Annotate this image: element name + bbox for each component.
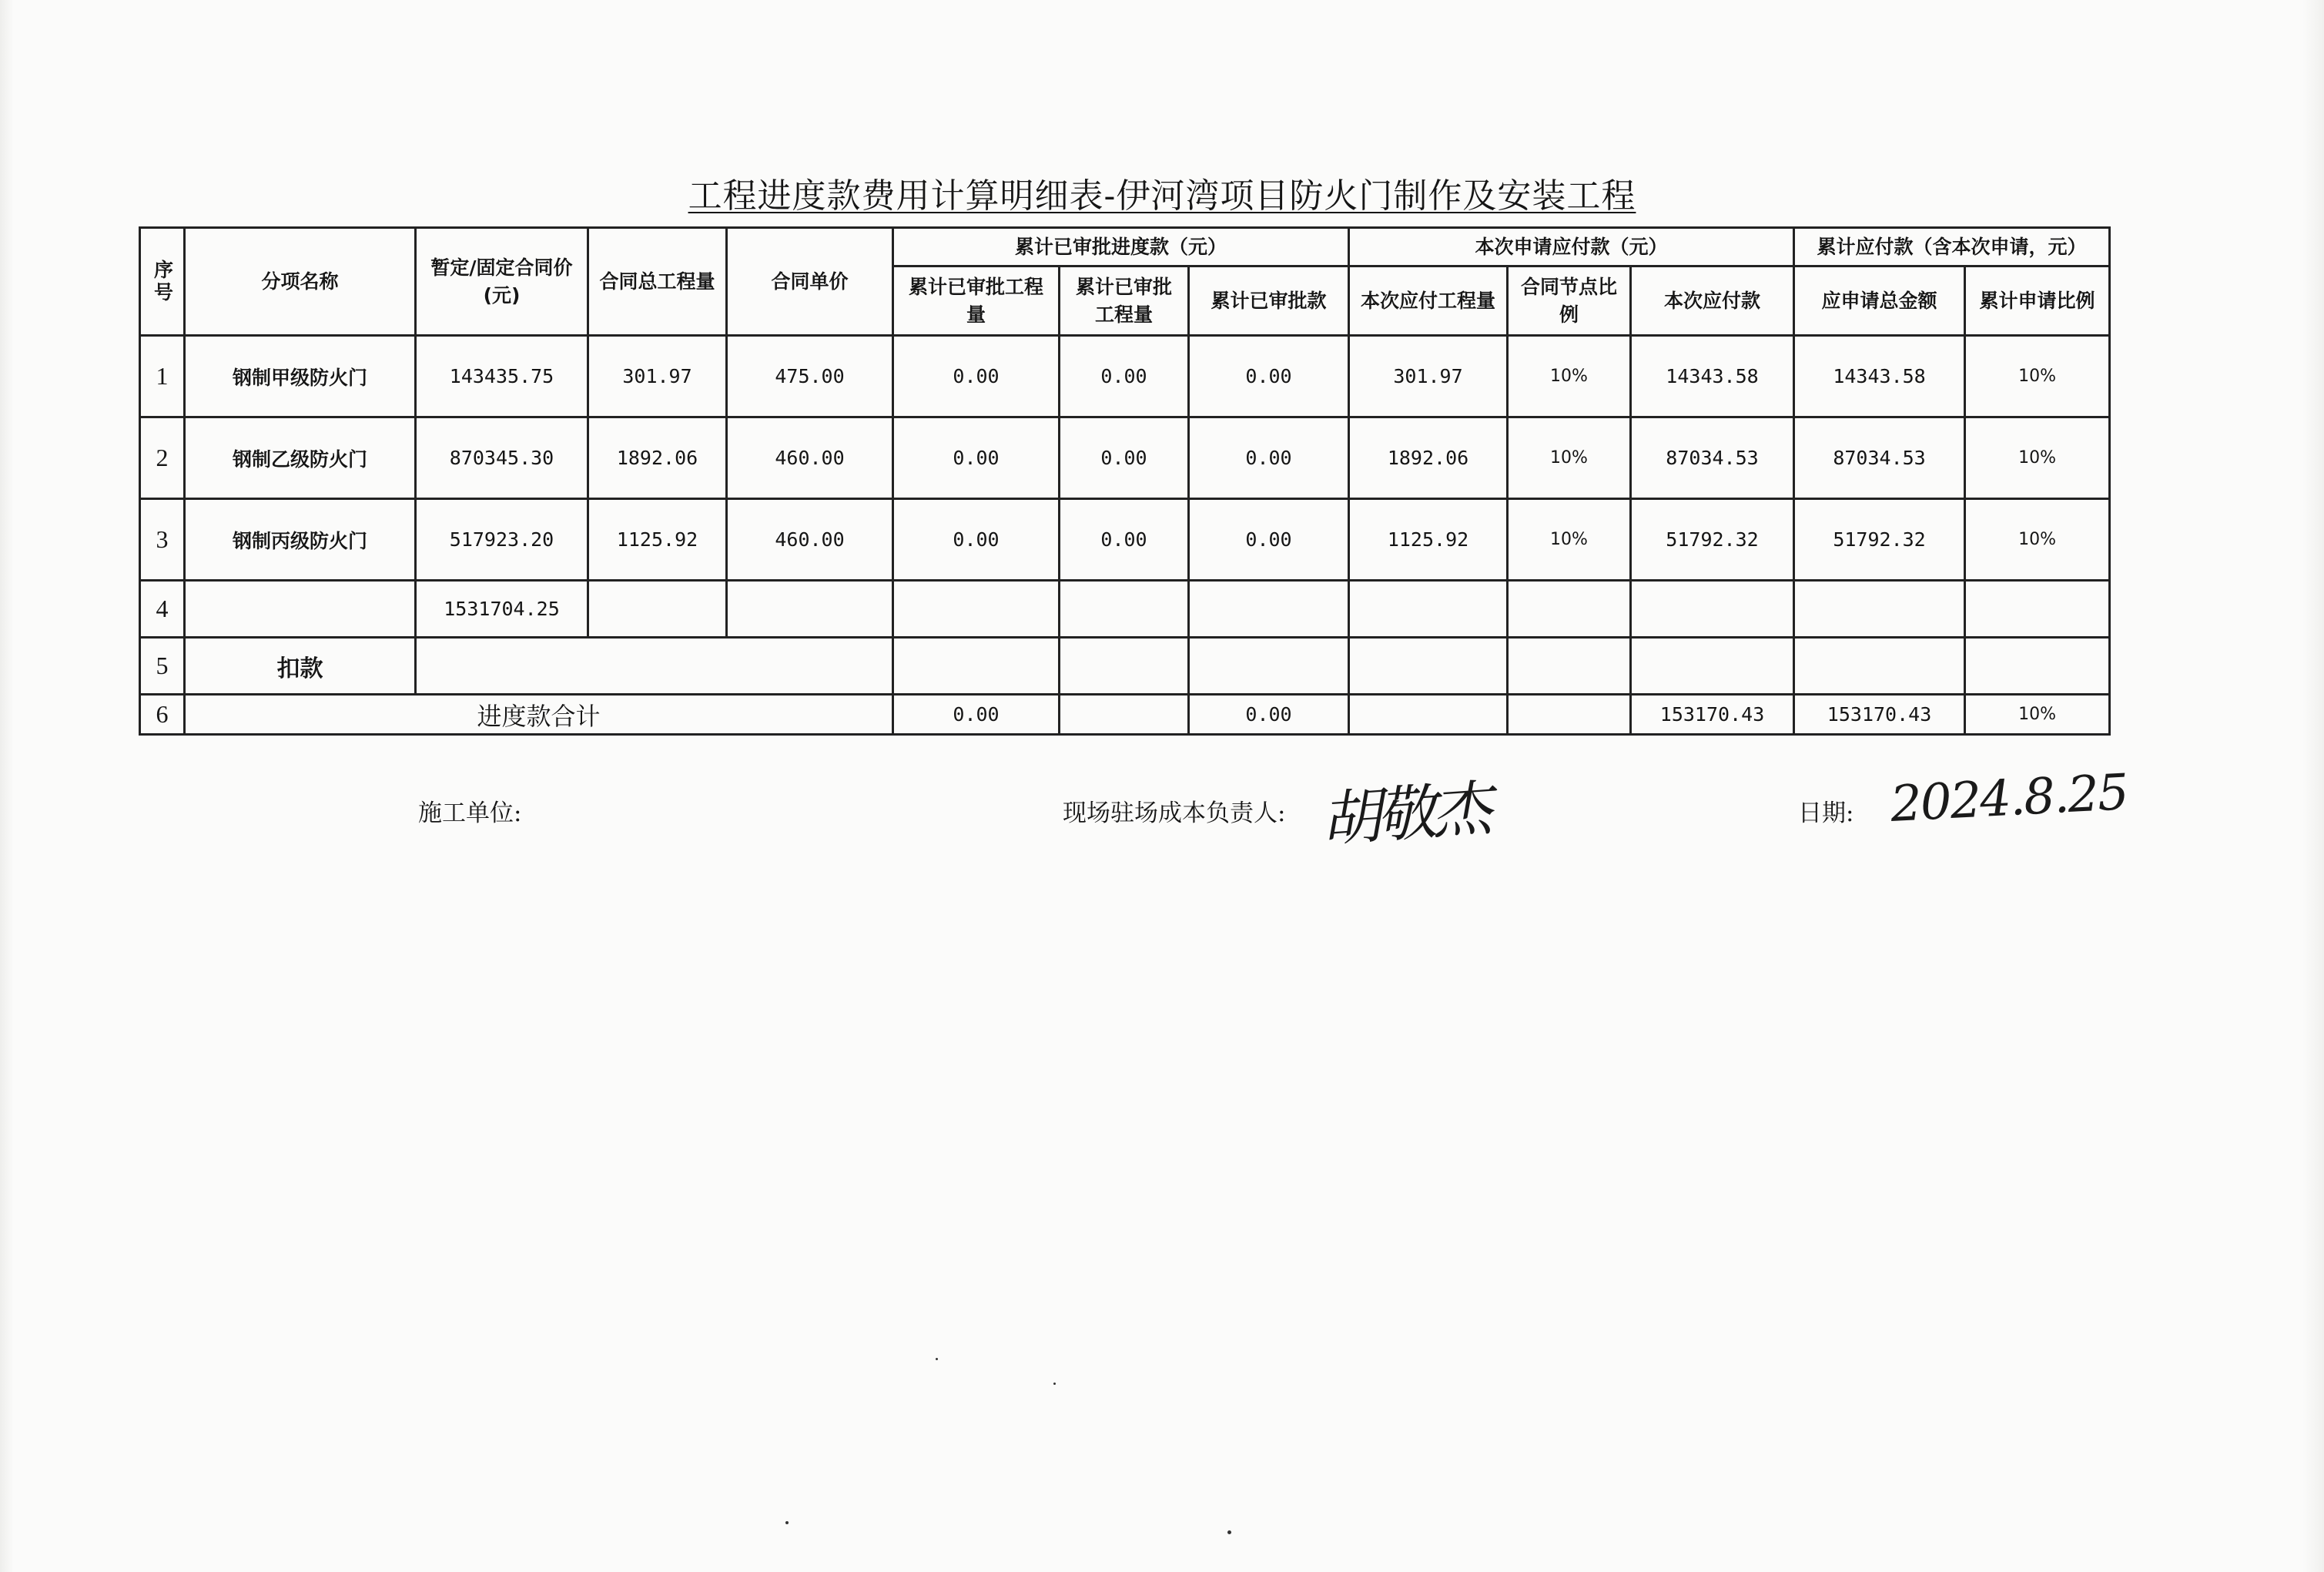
cell-contract-price: 517923.20 — [416, 499, 588, 581]
cell-empty — [893, 581, 1060, 638]
cell-approved-amount: 0.00 — [1189, 695, 1349, 735]
scan-speck — [785, 1521, 789, 1524]
cell-contract-price: 870345.30 — [416, 417, 588, 499]
cell-empty — [1631, 638, 1794, 695]
cell-current-qty: 1125.92 — [1349, 499, 1508, 581]
header-current-qty: 本次应付工程量 — [1349, 266, 1508, 336]
table-row — [140, 417, 2110, 499]
cell-deduction-label: 扣款 — [185, 638, 416, 695]
table-row — [140, 499, 2110, 581]
cell-apply-ratio: 10% — [1965, 499, 2110, 581]
cell-empty — [1508, 638, 1631, 695]
cell-approved-qty: 0.00 — [893, 336, 1060, 417]
header-approved-qty: 累计已审批工程量 — [893, 266, 1060, 336]
header-group-current: 本次申请应付款（元） — [1349, 228, 1794, 266]
header-approved-amount: 累计已审批款 — [1189, 266, 1349, 336]
construction-unit-label: 施工单位: — [418, 799, 522, 827]
table-row-subtotal — [140, 581, 2110, 638]
cell-empty — [1060, 581, 1189, 638]
cell-approved-amount: 0.00 — [1189, 417, 1349, 499]
header-current-amount: 本次应付款 — [1631, 266, 1794, 336]
cell-approved-qty: 0.00 — [893, 695, 1060, 735]
cell-current-qty: 301.97 — [1349, 336, 1508, 417]
header-item-name: 分项名称 — [185, 228, 416, 336]
progress-payment-table — [139, 226, 2111, 736]
cell-current-amount: 87034.53 — [1631, 417, 1794, 499]
cell-item-name: 钢制丙级防火门 — [185, 499, 416, 581]
header-node-ratio: 合同节点比例 — [1508, 266, 1631, 336]
cell-apply-total: 51792.32 — [1794, 499, 1965, 581]
header-seq: 序号 — [140, 228, 185, 336]
cell-seq: 4 — [140, 581, 185, 638]
cell-seq: 2 — [140, 417, 185, 499]
cell-empty — [1965, 638, 2110, 695]
cell-node-ratio: 10% — [1508, 417, 1631, 499]
header-group-cumulative: 累计应付款（含本次申请，元） — [1794, 228, 2110, 266]
cell-apply-ratio: 10% — [1965, 417, 2110, 499]
cell-current-amount: 153170.43 — [1631, 695, 1794, 735]
cell-empty — [1189, 638, 1349, 695]
table-row-total — [140, 695, 2110, 735]
cell-approved-qty-2: 0.00 — [1060, 336, 1189, 417]
cell-apply-total: 87034.53 — [1794, 417, 1965, 499]
cell-contract-price-total: 1531704.25 — [416, 581, 588, 638]
cell-node-ratio: 10% — [1508, 336, 1631, 417]
cell-item-name: 钢制乙级防火门 — [185, 417, 416, 499]
cell-total-qty: 1892.06 — [588, 417, 727, 499]
cell-total-qty: 301.97 — [588, 336, 727, 417]
date-label: 日期: — [1798, 799, 1854, 827]
cell-item-name: 钢制甲级防火门 — [185, 336, 416, 417]
cell-empty — [1349, 695, 1508, 735]
cell-approved-amount: 0.00 — [1189, 336, 1349, 417]
header-apply-ratio: 累计申请比例 — [1965, 266, 2110, 336]
cell-approved-qty: 0.00 — [893, 499, 1060, 581]
cell-empty — [1349, 581, 1508, 638]
cell-empty — [1965, 581, 2110, 638]
cell-unit-price: 475.00 — [727, 336, 893, 417]
cell-empty — [1508, 581, 1631, 638]
cell-current-qty: 1892.06 — [1349, 417, 1508, 499]
cell-empty — [588, 581, 727, 638]
table-row — [140, 336, 2110, 417]
cell-apply-ratio: 10% — [1965, 336, 2110, 417]
cell-approved-qty-2: 0.00 — [1060, 417, 1189, 499]
cell-empty — [1349, 638, 1508, 695]
cell-approved-amount: 0.00 — [1189, 499, 1349, 581]
cell-seq: 1 — [140, 336, 185, 417]
header-total-quantity: 合同总工程量 — [588, 228, 727, 336]
cell-current-amount: 14343.58 — [1631, 336, 1794, 417]
cell-empty — [893, 638, 1060, 695]
cell-seq: 3 — [140, 499, 185, 581]
cell-empty — [1794, 581, 1965, 638]
handwritten-signature: 胡敬杰 — [1318, 774, 1490, 856]
cell-total-label: 进度款合计 — [185, 695, 893, 735]
header-apply-total: 应申请总金额 — [1794, 266, 1965, 336]
cell-apply-total: 14343.58 — [1794, 336, 1965, 417]
header-contract-price: 暂定/固定合同价(元) — [416, 228, 588, 336]
cell-total-qty: 1125.92 — [588, 499, 727, 581]
cell-apply-ratio: 10% — [1965, 695, 2110, 735]
cell-empty — [1794, 638, 1965, 695]
cell-apply-total: 153170.43 — [1794, 695, 1965, 735]
scan-speck — [1227, 1530, 1231, 1534]
cell-empty — [1189, 581, 1349, 638]
cost-person-label: 现场驻场成本负责人: — [1063, 799, 1286, 827]
cell-approved-qty: 0.00 — [893, 417, 1060, 499]
cell-empty — [1631, 581, 1794, 638]
cell-node-ratio: 10% — [1508, 499, 1631, 581]
cell-contract-price: 143435.75 — [416, 336, 588, 417]
cell-unit-price: 460.00 — [727, 417, 893, 499]
cell-unit-price: 460.00 — [727, 499, 893, 581]
header-row-1 — [140, 228, 2110, 266]
table-row-deduction — [140, 638, 2110, 695]
cell-empty — [416, 638, 893, 695]
cell-current-amount: 51792.32 — [1631, 499, 1794, 581]
scan-speck — [1053, 1383, 1056, 1385]
cell-seq: 5 — [140, 638, 185, 695]
page-title: 工程进度款费用计算明细表-伊河湾项目防火门制作及安装工程 — [688, 176, 1636, 216]
header-unit-price: 合同单价 — [727, 228, 893, 336]
scan-speck — [936, 1358, 938, 1360]
cell-approved-qty-2: 0.00 — [1060, 499, 1189, 581]
cell-empty — [1060, 695, 1189, 735]
cell-empty — [1060, 638, 1189, 695]
cell-seq: 6 — [140, 695, 185, 735]
handwritten-date: 2024.8.25 — [1889, 763, 2129, 834]
header-approved-qty-2: 累计已审批工程量 — [1060, 266, 1189, 336]
cell-empty — [185, 581, 416, 638]
cell-empty — [1508, 695, 1631, 735]
cell-empty — [727, 581, 893, 638]
header-group-approved: 累计已审批进度款（元） — [893, 228, 1349, 266]
